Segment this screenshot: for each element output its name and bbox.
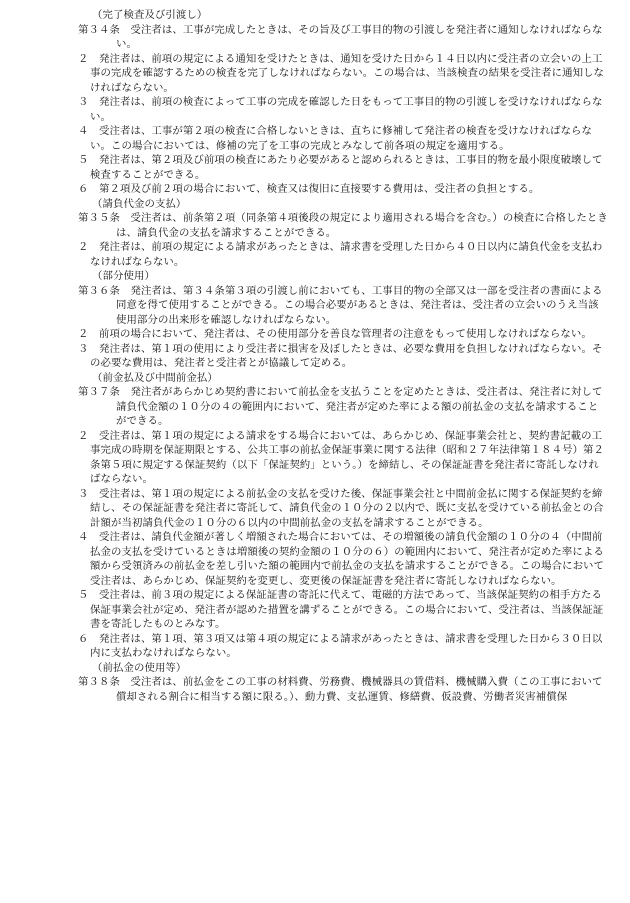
article-37-paragraph-4: ４ 受注者は、請負代金額が著しく増額された場合においては、その増額後の請負代金額の１０分の４（中間前払金の支払を受けているときは増額後の契約金額の１０分の６）の範囲内において、発注者が定めた率による額から受領済みの前払金を差し引いた額の範囲内で前払金の支払を請求することができる。この場合において受注者は、あらかじめ、保証契約を変更し、変更後の保証証書を発注者に寄託しなければならない。 [78, 531, 605, 587]
section-heading-contract-payment: （請負代金の支払） [92, 197, 187, 210]
document-page [78, 8, 608, 704]
article-36-paragraph-2: ２ 前項の場合において、発注者は、その使用部分を善良な管理者の注意をもって使用しなければならない。 [78, 328, 592, 340]
section-heading-advance-usage: （前払金の使用等） [92, 661, 187, 674]
article-34-paragraph-4: ４ 受注者は、工事が第２項の検査に合格しないときは、直ちに修補して発注者の検査を受けなければならない。この場合においては、修補の完了を工事の完成とみなして前各項の規定を適用する。 [78, 125, 593, 152]
section-heading-advance-payment: （前金払及び中間前金払） [92, 371, 218, 384]
article-37-paragraph-5: ５ 受注者は、前３項の規定による保証証書の寄託に代えて、電磁的方法であって、当該保証契約の相手方たる保証事業会社が定め、発注者が認めた措置を講ずることができる。この場合において、受注者は、当該保証証書を寄託したものとみなす。 [78, 589, 604, 630]
section-heading-partial-use: （部分使用） [92, 270, 155, 282]
article-34: 第３４条 受注者は、工事が完成したときは、その旨及び工事目的物の引渡しを発注者に通知しなければならない。 [78, 23, 603, 50]
article-37-paragraph-3: ３ 受注者は、第１項の規定による前払金の支払を受けた後、保証事業会社と中間前金払に関する保証契約を締結し、その保証証書を発注者に寄託して、請負代金の１０分の２以内で、既に支払を受けている前払金との合計額が当初請負代金の１０分の６以内の中間前払金の支払を請求することができる。 [78, 487, 604, 529]
article-38: 第３８条 受注者は、前払金をこの工事の材料費、労務費、機械器具の賃借料、機械購入費（この工事において償却される割合に相当する額に限る。）、動力費、支払運賃、修繕費、仮設費、労働者災害補償保 [78, 676, 603, 703]
article-35-paragraph-2: ２ 発注者は、前項の規定による請求があったときは、請求書を受理した日から４０日以内に請負代金を支払わなければならない。 [78, 241, 603, 268]
article-37-paragraph-2: ２ 受注者は、第１項の規定による請求をする場合においては、あらかじめ、保証事業会社と、契約書記載の工事完成の時期を保証期限とする、公共工事の前払金保証事業に関する法律（昭和２７年法律第１８４号）第２条第５項に規定する保証契約（以下「保証契約」という。）を締結し、その保証証書を発注者に寄託しなければならない。 [78, 429, 605, 485]
article-37-paragraph-6: ６ 発注者は、第１項、第３項又は第４項の規定による請求があったときは、請求書を受理した日から３０日以内に支払わなければならない。 [78, 632, 603, 659]
article-36-paragraph-3: ３ 発注者は、第１項の使用により受注者に損害を及ぼしたときは、必要な費用を負担しなければならない。その必要な費用は、発注者と受注者とが協議して定める。 [78, 342, 603, 369]
article-34-paragraph-3: ３ 発注者は、前項の検査によって工事の完成を確認した日をもって工事目的物の引渡しを受けなければならない。 [78, 96, 603, 123]
article-35: 第３５条 受注者は、前条第２項（同条第４項後段の規定により適用される場合を含む。）の検査に合格したときは、請負代金の支払を請求することができる。 [78, 212, 608, 239]
article-34-paragraph-6: ６ 第２項及び前２項の場合において、検査又は復旧に直接要する費用は、受注者の負担とする。 [78, 183, 540, 195]
article-36: 第３６条 発注者は、第３４条第３項の引渡し前においても、工事目的物の全部又は一部を受注者の書面による同意を得て使用することができる。この場合必要があるときは、発注者は、受注者の立会いのうえ当該使用部分の出来形を確認しなければならない。 [78, 284, 603, 326]
section-heading-completion-inspection: （完了検査及び引渡し） [92, 9, 208, 21]
article-34-paragraph-5: ５ 発注者は、第２項及び前項の検査にあたり必要があると認められるときは、工事目的物を最小限度破壊して検査することができる。 [78, 154, 603, 181]
article-34-paragraph-2: ２ 発注者は、前項の規定による通知を受けたときは、通知を受けた日から１４日以内に受注者の立会いの上工事の完成を確認するための検査を完了しなければならない。この場合は、当該検査の結果を受注者に通知しなければならない。 [78, 52, 605, 94]
article-37: 第３７条 発注者があらかじめ契約書において前払金を支払うことを定めたときは、受注者は、発注者に対して請負代金額の１０分の４の範囲内において、発注者が定めた率による額の前払金の支払を請求することができる。 [78, 386, 603, 427]
